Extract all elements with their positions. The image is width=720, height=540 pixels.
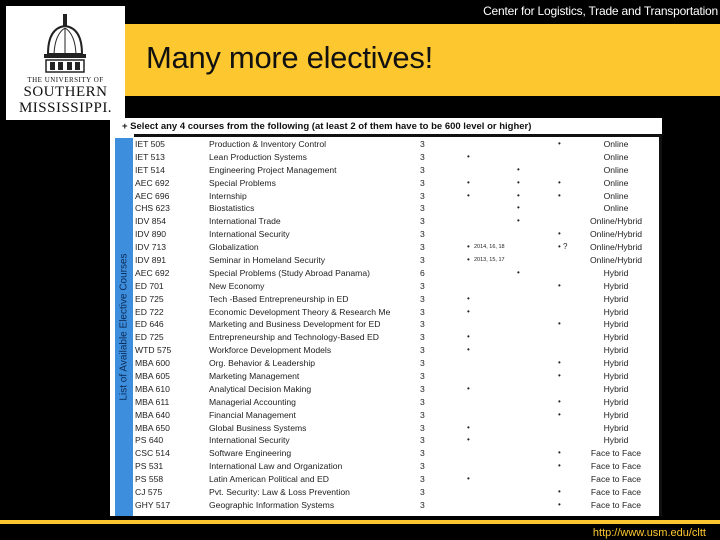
mark-c: •	[558, 139, 561, 148]
delivery-mode: Hybrid	[603, 332, 629, 343]
instruction-text: + Select any 4 courses from the following (at least 2 of them have to be 600 level or higher)	[122, 121, 532, 132]
table-row	[134, 138, 659, 151]
electives-table	[110, 118, 662, 516]
course-code: IDV 891	[135, 255, 167, 266]
credits: 3	[420, 293, 425, 304]
course-name: Marketing Management	[209, 371, 300, 382]
mark-a: •	[467, 422, 470, 432]
delivery-mode: Online	[603, 151, 629, 162]
table-row	[134, 396, 659, 409]
delivery-mode: Online	[603, 177, 629, 188]
credits: 3	[420, 139, 425, 149]
course-code: PS 558	[135, 474, 164, 485]
credits: 3	[420, 396, 425, 407]
delivery-mode: Hybrid	[603, 371, 629, 382]
table-row	[134, 383, 659, 396]
credits: 3	[420, 242, 425, 253]
delivery-mode: Hybrid	[603, 358, 629, 369]
delivery-mode: Hybrid	[603, 435, 629, 446]
credits: 3	[420, 371, 425, 382]
mark-a: •	[467, 474, 470, 484]
course-code: IET 505	[135, 139, 165, 149]
credits: 3	[420, 203, 425, 214]
course-code: IDV 890	[135, 229, 167, 240]
delivery-mode: Online	[603, 164, 629, 175]
table-row	[134, 486, 659, 499]
credits: 3	[420, 332, 425, 343]
table-row	[134, 267, 659, 280]
course-name: International Trade	[209, 216, 281, 227]
mark-b: •	[517, 177, 520, 187]
delivery-mode: Hybrid	[603, 422, 629, 433]
credits: 3	[420, 177, 425, 188]
mark-c: •	[558, 229, 561, 239]
credits: 3	[420, 487, 425, 498]
course-name: Tech -Based Entrepreneurship in ED	[209, 293, 349, 304]
table-row	[134, 434, 659, 447]
course-code: ED 725	[135, 293, 164, 304]
mark-b: •	[517, 190, 520, 200]
table-border	[134, 134, 662, 137]
credits: 3	[420, 499, 425, 510]
table-row	[134, 164, 659, 177]
delivery-mode: Hybrid	[603, 306, 629, 317]
mark-a: •	[467, 151, 470, 161]
table-row	[134, 460, 659, 473]
table-border	[659, 134, 662, 516]
mark-c: •	[558, 371, 561, 381]
credits: 3	[420, 280, 425, 291]
mark-b: •	[517, 216, 520, 226]
table-row	[134, 344, 659, 357]
mark-c: •	[558, 358, 561, 368]
mark-c: •	[558, 409, 561, 419]
delivery-mode: Hybrid	[603, 319, 629, 330]
course-code: ED 725	[135, 332, 164, 343]
course-name: International Security	[209, 435, 290, 446]
delivery-mode: Online	[603, 190, 629, 201]
delivery-mode: Face to Face	[590, 474, 642, 485]
course-code: CHS 623	[135, 203, 170, 214]
credits: 3	[420, 448, 425, 459]
course-name: Financial Management	[209, 409, 296, 420]
delivery-mode: Face to Face	[590, 499, 642, 510]
course-name: Geographic Information Systems	[209, 499, 335, 510]
mark-a: •	[467, 345, 470, 355]
mark-a: •	[467, 306, 470, 316]
course-name: Latin American Political and ED	[209, 474, 329, 485]
delivery-mode: Hybrid	[603, 409, 629, 420]
course-code: MBA 600	[135, 358, 170, 369]
table-row	[134, 241, 659, 254]
footer-url[interactable]: http://www.usm.edu/cltt	[592, 527, 706, 539]
table-row	[134, 306, 659, 319]
course-name: Economic Development Theory & Research Me	[209, 306, 391, 317]
mark-a: •	[467, 293, 470, 303]
table-row	[134, 357, 659, 370]
delivery-mode: Hybrid	[603, 293, 629, 304]
course-name: Globalization	[209, 242, 259, 253]
delivery-mode: Hybrid	[603, 267, 629, 278]
course-name: New Economy	[209, 280, 265, 291]
course-name: Special Problems	[209, 177, 276, 188]
table-row	[134, 177, 659, 190]
mark-b: •	[517, 164, 520, 174]
course-code: GHY 517	[135, 499, 171, 510]
mark-b: •	[517, 203, 520, 213]
table-row	[134, 447, 659, 460]
mark-c: •	[558, 319, 561, 329]
mark-c: •	[558, 448, 561, 458]
table-row	[134, 151, 659, 164]
table-row	[134, 190, 659, 203]
course-name: International Security	[209, 229, 290, 240]
course-name: Biostatistics	[209, 203, 255, 214]
delivery-mode: Online/Hybrid	[589, 242, 643, 253]
mark-c: •	[558, 190, 561, 200]
course-code: ED 646	[135, 319, 164, 330]
credits: 3	[420, 358, 425, 369]
course-name: Lean Production Systems	[209, 151, 307, 162]
table-row	[134, 331, 659, 344]
table-row	[134, 473, 659, 486]
table-row	[134, 409, 659, 422]
page-title: Many more electives!	[146, 40, 433, 75]
mark-b: •	[517, 267, 520, 277]
course-name: Managerial Accounting	[209, 396, 296, 407]
mark-a: •	[467, 242, 470, 252]
course-name: Seminar in Homeland Security	[209, 255, 326, 266]
delivery-mode: Online	[603, 139, 629, 149]
delivery-mode: Online/Hybrid	[589, 216, 643, 227]
delivery-mode: Face to Face	[590, 461, 642, 472]
credits: 3	[420, 255, 425, 266]
credits: 3	[420, 216, 425, 227]
mark-a: •	[467, 190, 470, 200]
footer-line	[0, 520, 720, 524]
credits: 3	[420, 435, 425, 446]
credits: 3	[420, 474, 425, 485]
table-row	[134, 215, 659, 228]
table-row	[134, 499, 659, 512]
delivery-mode: Hybrid	[603, 383, 629, 394]
delivery-mode: Hybrid	[603, 396, 629, 407]
dome-icon	[42, 14, 88, 74]
course-code: IET 513	[135, 151, 165, 162]
table-row	[134, 202, 659, 215]
course-code: ED 722	[135, 306, 164, 317]
course-code: AEC 692	[135, 177, 170, 188]
mark-a: •	[467, 177, 470, 187]
course-code: MBA 650	[135, 422, 170, 433]
delivery-mode: Hybrid	[603, 280, 629, 291]
mark-c: •	[558, 177, 561, 187]
credits: 3	[420, 151, 425, 162]
table-row	[134, 254, 659, 267]
mark-a: •	[467, 383, 470, 393]
credits: 6	[420, 267, 425, 278]
course-code: WTD 575	[135, 345, 172, 356]
delivery-mode: Online	[603, 203, 629, 214]
course-code: IET 514	[135, 164, 165, 175]
mark-a: •	[467, 435, 470, 445]
course-name: Org. Behavior & Leadership	[209, 358, 316, 369]
course-name: Workforce Development Models	[209, 345, 332, 356]
table-row	[134, 293, 659, 306]
delivery-mode: Face to Face	[590, 487, 642, 498]
credits: 3	[420, 306, 425, 317]
credits: 3	[420, 190, 425, 201]
credits: 3	[420, 461, 425, 472]
course-code: CSC 514	[135, 448, 170, 459]
course-list	[134, 138, 659, 512]
offering-years-note: 2013, 15, 17	[474, 257, 505, 264]
delivery-mode: Online/Hybrid	[589, 255, 643, 266]
course-name: Global Business Systems	[209, 422, 307, 433]
course-name: Pvt. Security: Law & Loss Prevention	[209, 487, 350, 498]
course-name: Entrepreneurship and Technology-Based ED	[209, 332, 379, 343]
course-code: MBA 605	[135, 371, 170, 382]
mark-c: •	[558, 461, 561, 471]
credits: 3	[420, 422, 425, 433]
credits: 3	[420, 229, 425, 240]
table-row	[134, 370, 659, 383]
mark-c: •	[558, 396, 561, 406]
credits: 3	[420, 345, 425, 356]
course-code: IDV 713	[135, 242, 167, 253]
table-row	[134, 228, 659, 241]
course-code: MBA 610	[135, 383, 170, 394]
mark-c: • ?	[558, 242, 568, 252]
course-name: Marketing and Business Development for ED	[209, 319, 381, 330]
mark-c: •	[558, 487, 561, 497]
university-logo: THE UNIVERSITY OF SOUTHERN MISSISSIPPI.	[6, 6, 125, 120]
center-name: Center for Logistics, Trade and Transportation	[483, 4, 718, 18]
course-code: PS 531	[135, 461, 164, 472]
table-row	[134, 280, 659, 293]
credits: 3	[420, 164, 425, 175]
course-code: ED 701	[135, 280, 164, 291]
table-row	[134, 422, 659, 435]
credits: 3	[420, 409, 425, 420]
course-code: IDV 854	[135, 216, 167, 227]
credits: 3	[420, 383, 425, 394]
course-code: MBA 640	[135, 409, 170, 420]
side-label: List of Available Elective Courses	[115, 138, 133, 516]
mark-a: •	[467, 332, 470, 342]
course-name: Special Problems (Study Abroad Panama)	[209, 267, 370, 278]
delivery-mode: Face to Face	[590, 448, 642, 459]
offering-years-note: 2014, 16, 18	[474, 244, 505, 251]
delivery-mode: Online/Hybrid	[589, 229, 643, 240]
mark-c: •	[558, 499, 561, 509]
course-name: Engineering Project Management	[209, 164, 337, 175]
mark-c: •	[558, 280, 561, 290]
course-code: MBA 611	[135, 396, 170, 407]
mark-a: •	[467, 255, 470, 265]
table-row	[134, 318, 659, 331]
course-code: AEC 696	[135, 190, 170, 201]
course-code: AEC 692	[135, 267, 170, 278]
course-code: PS 640	[135, 435, 164, 446]
credits: 3	[420, 319, 425, 330]
course-name: Software Engineering	[209, 448, 292, 459]
course-name: Production & Inventory Control	[209, 139, 327, 149]
course-name: International Law and Organization	[209, 461, 343, 472]
course-code: CJ 575	[135, 487, 163, 498]
delivery-mode: Hybrid	[603, 345, 629, 356]
course-name: Internship	[209, 190, 247, 201]
course-name: Analytical Decision Making	[209, 383, 312, 394]
